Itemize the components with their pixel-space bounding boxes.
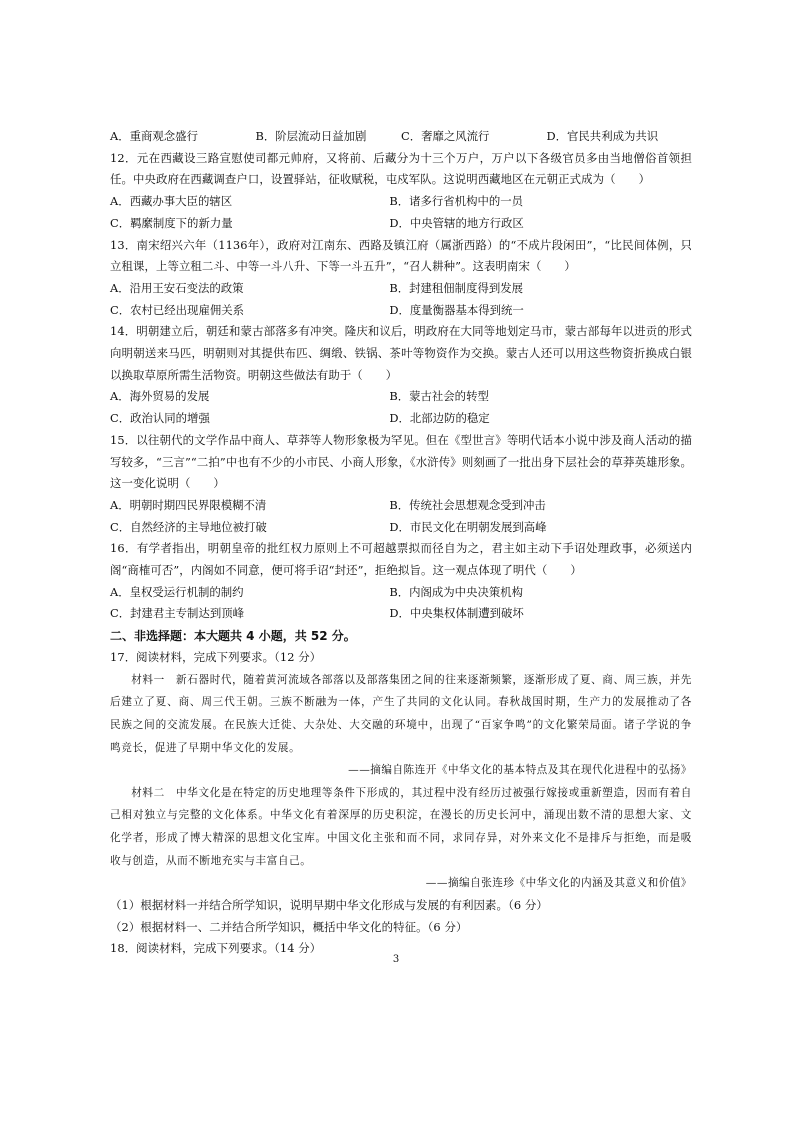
- q12-option-c: C．羁縻制度下的新力量: [110, 215, 233, 230]
- q11-option-a: A．重商观念盛行: [110, 129, 198, 143]
- q13-option-b: B．封建租佃制度得到发展: [389, 280, 524, 295]
- q17-material-2: 材料二 中华文化是在特定的历史地理等条件下形成的，其过程中没有经历过被强行嫁接或重新塑造，因而有着自己相对独立与完整的文化体系。中华文化有着深厚的历史积淀，在漫长的历史长河中，涌现出数不清的思想大家、文化学者，形成了博大精深的思想文化宝库。中国文化主张和而不同，求同存异，对外来文化不是排斥与拒绝，而是吸收与创造，从而不断地充实与丰富自己。: [110, 786, 692, 867]
- q11-options: [110, 126, 692, 148]
- q14-option-b: B．蒙古社会的转型: [389, 389, 489, 404]
- q14-option-d: D．北部边防的稳定: [389, 411, 490, 426]
- q13-options-row1: [110, 278, 692, 300]
- q16-option-d: D．中央集权体制遭到破坏: [389, 606, 524, 621]
- q12-option-b: B．诸多行省机构中的一员: [389, 194, 524, 209]
- q12-options-row1: [110, 191, 692, 213]
- q17-intro: 17．阅读材料，完成下列要求。（12 分）: [110, 650, 322, 665]
- page-number: 3: [392, 954, 400, 965]
- q14-option-a: A．海外贸易的发展: [110, 389, 210, 404]
- q17-sub-question-2: （2）根据材料一、二并结合所学知识，概括中华文化的特征。（6 分）: [110, 919, 468, 934]
- q15-options-row2: [110, 517, 692, 539]
- q14-options-row2: [110, 408, 692, 430]
- q12-options-row2: [110, 213, 692, 235]
- q17-sub-question-1: （1）根据材料一并结合所学知识，说明早期中华文化形成与发展的有利因素。（6 分）: [110, 897, 548, 912]
- exam-page: [110, 126, 692, 960]
- q11-option-c: C．奢靡之风流行: [401, 129, 490, 143]
- q12-option-d: D．中央管辖的地方行政区: [389, 215, 524, 230]
- q13-option-c: C．农村已经出现雇佣关系: [110, 302, 245, 317]
- q16-options-row2: [110, 603, 692, 625]
- q15-option-c: C．自然经济的主导地位被打破: [110, 519, 267, 534]
- q16-options-row1: [110, 582, 692, 604]
- q15-option-b: B．传统社会思想观念受到冲击: [389, 497, 546, 512]
- q13-option-d: D．度量衡器基本得到统一: [389, 302, 524, 317]
- q11-option-b: B．阶层流动日益加剧: [255, 129, 367, 143]
- q13-option-a: A．沿用王安石变法的政策: [110, 280, 244, 295]
- q16-option-c: C．封建君主专制达到顶峰: [110, 606, 245, 621]
- q15-options-row1: [110, 495, 692, 517]
- q15-option-a: A．明朝时期四民界限模糊不清: [110, 497, 267, 512]
- q15-stem: 15．以往朝代的文学作品中商人、草莽等人物形象极为罕见。但在《型世言》等明代话本小说中涉及商人活动的描写较多，“三言”“二拍”中也有不少的小市民、小商人形象，《水浒传》则刻画了一批出身下层社会的草莽英雄形象。这一变化说明（ ）: [110, 432, 692, 491]
- q17-material-1: 材料一 新石器时代，随着黄河流域各部落以及部落集团之间的往来逐渐频繁，逐渐形成了夏、商、周三族，并先后建立了夏、商、周三代王朝。三族不断融为一体，产生了共同的文化认同。春秋战国时期，生产力的发展推动了各民族之间的交流发展。在民族大迁徙、大杂处、大交融的环境中，出现了“百家争鸣”的文化繁荣局面。诸子学说的争鸣竞长，促进了早期中华文化的发展。: [110, 673, 692, 754]
- q15-option-d: D．市民文化在明朝发展到高峰: [389, 519, 547, 534]
- q17-source-1: ——摘编自陈连开《中华文化的基本特点及其在现代化进程中的弘扬》: [348, 764, 692, 777]
- q16-option-a: A．皇权受运行机制的制约: [110, 584, 244, 599]
- q14-options-row1: [110, 386, 692, 408]
- q13-stem: 13．南宋绍兴六年（1136年），政府对江南东、西路及镇江府（属浙西路）的“不成片段闲田”，“比民间体例，只立租课，上等立租二斗、中等一斗八升、下等一斗五升”，“召人耕种”。这表明南宋（ ）: [110, 237, 692, 274]
- q18-intro: 18．阅读材料，完成下列要求。（14 分）: [110, 941, 322, 956]
- q12-stem: 12．元在西藏设三路宣慰使司都元帅府，又将前、后藏分为十三个万户，万户以下各级官员多由当地僧俗首领担任。中央政府在西藏调查户口，设置驿站，征收赋税，屯戍军队。这说明西藏地区在元朝正式成为（ ）: [110, 150, 692, 187]
- section-2-title: 二、非选择题：本大题共 4 小题，共 52 分。: [110, 629, 356, 644]
- q16-stem: 16．有学者指出，明朝皇帝的批红权力原则上不可超越票拟而径自为之，君主如主动下手诏处理政事，必须送内阁“商榷可否”，内阁如不同意，便可将手诏“封还”，拒绝拟旨。这一观点体现了明代（ ）: [110, 541, 692, 578]
- q14-stem: 14．明朝建立后，朝廷和蒙古部落多有冲突。隆庆和议后，明政府在大同等地划定马市，蒙古部每年以进贡的形式向明朝送来马匹，明朝则对其提供布匹、绸缎、铁锅、茶叶等物资作为交换。蒙古人还可以用这些物资折换成白银以换取草原所需生活物资。明朝这些做法有助于（ ）: [110, 324, 692, 382]
- q14-option-c: C．政治认同的增强: [110, 411, 210, 426]
- q11-option-d: D．官民共利成为共识: [546, 129, 659, 143]
- q16-option-b: B．内阁成为中央决策机构: [389, 584, 524, 599]
- q12-option-a: A．西藏办事大臣的辖区: [110, 194, 233, 209]
- q13-options-row2: [110, 300, 692, 322]
- q17-source-2: ——摘编自张连珍《中华文化的内涵及其意义和价值》: [425, 877, 692, 890]
